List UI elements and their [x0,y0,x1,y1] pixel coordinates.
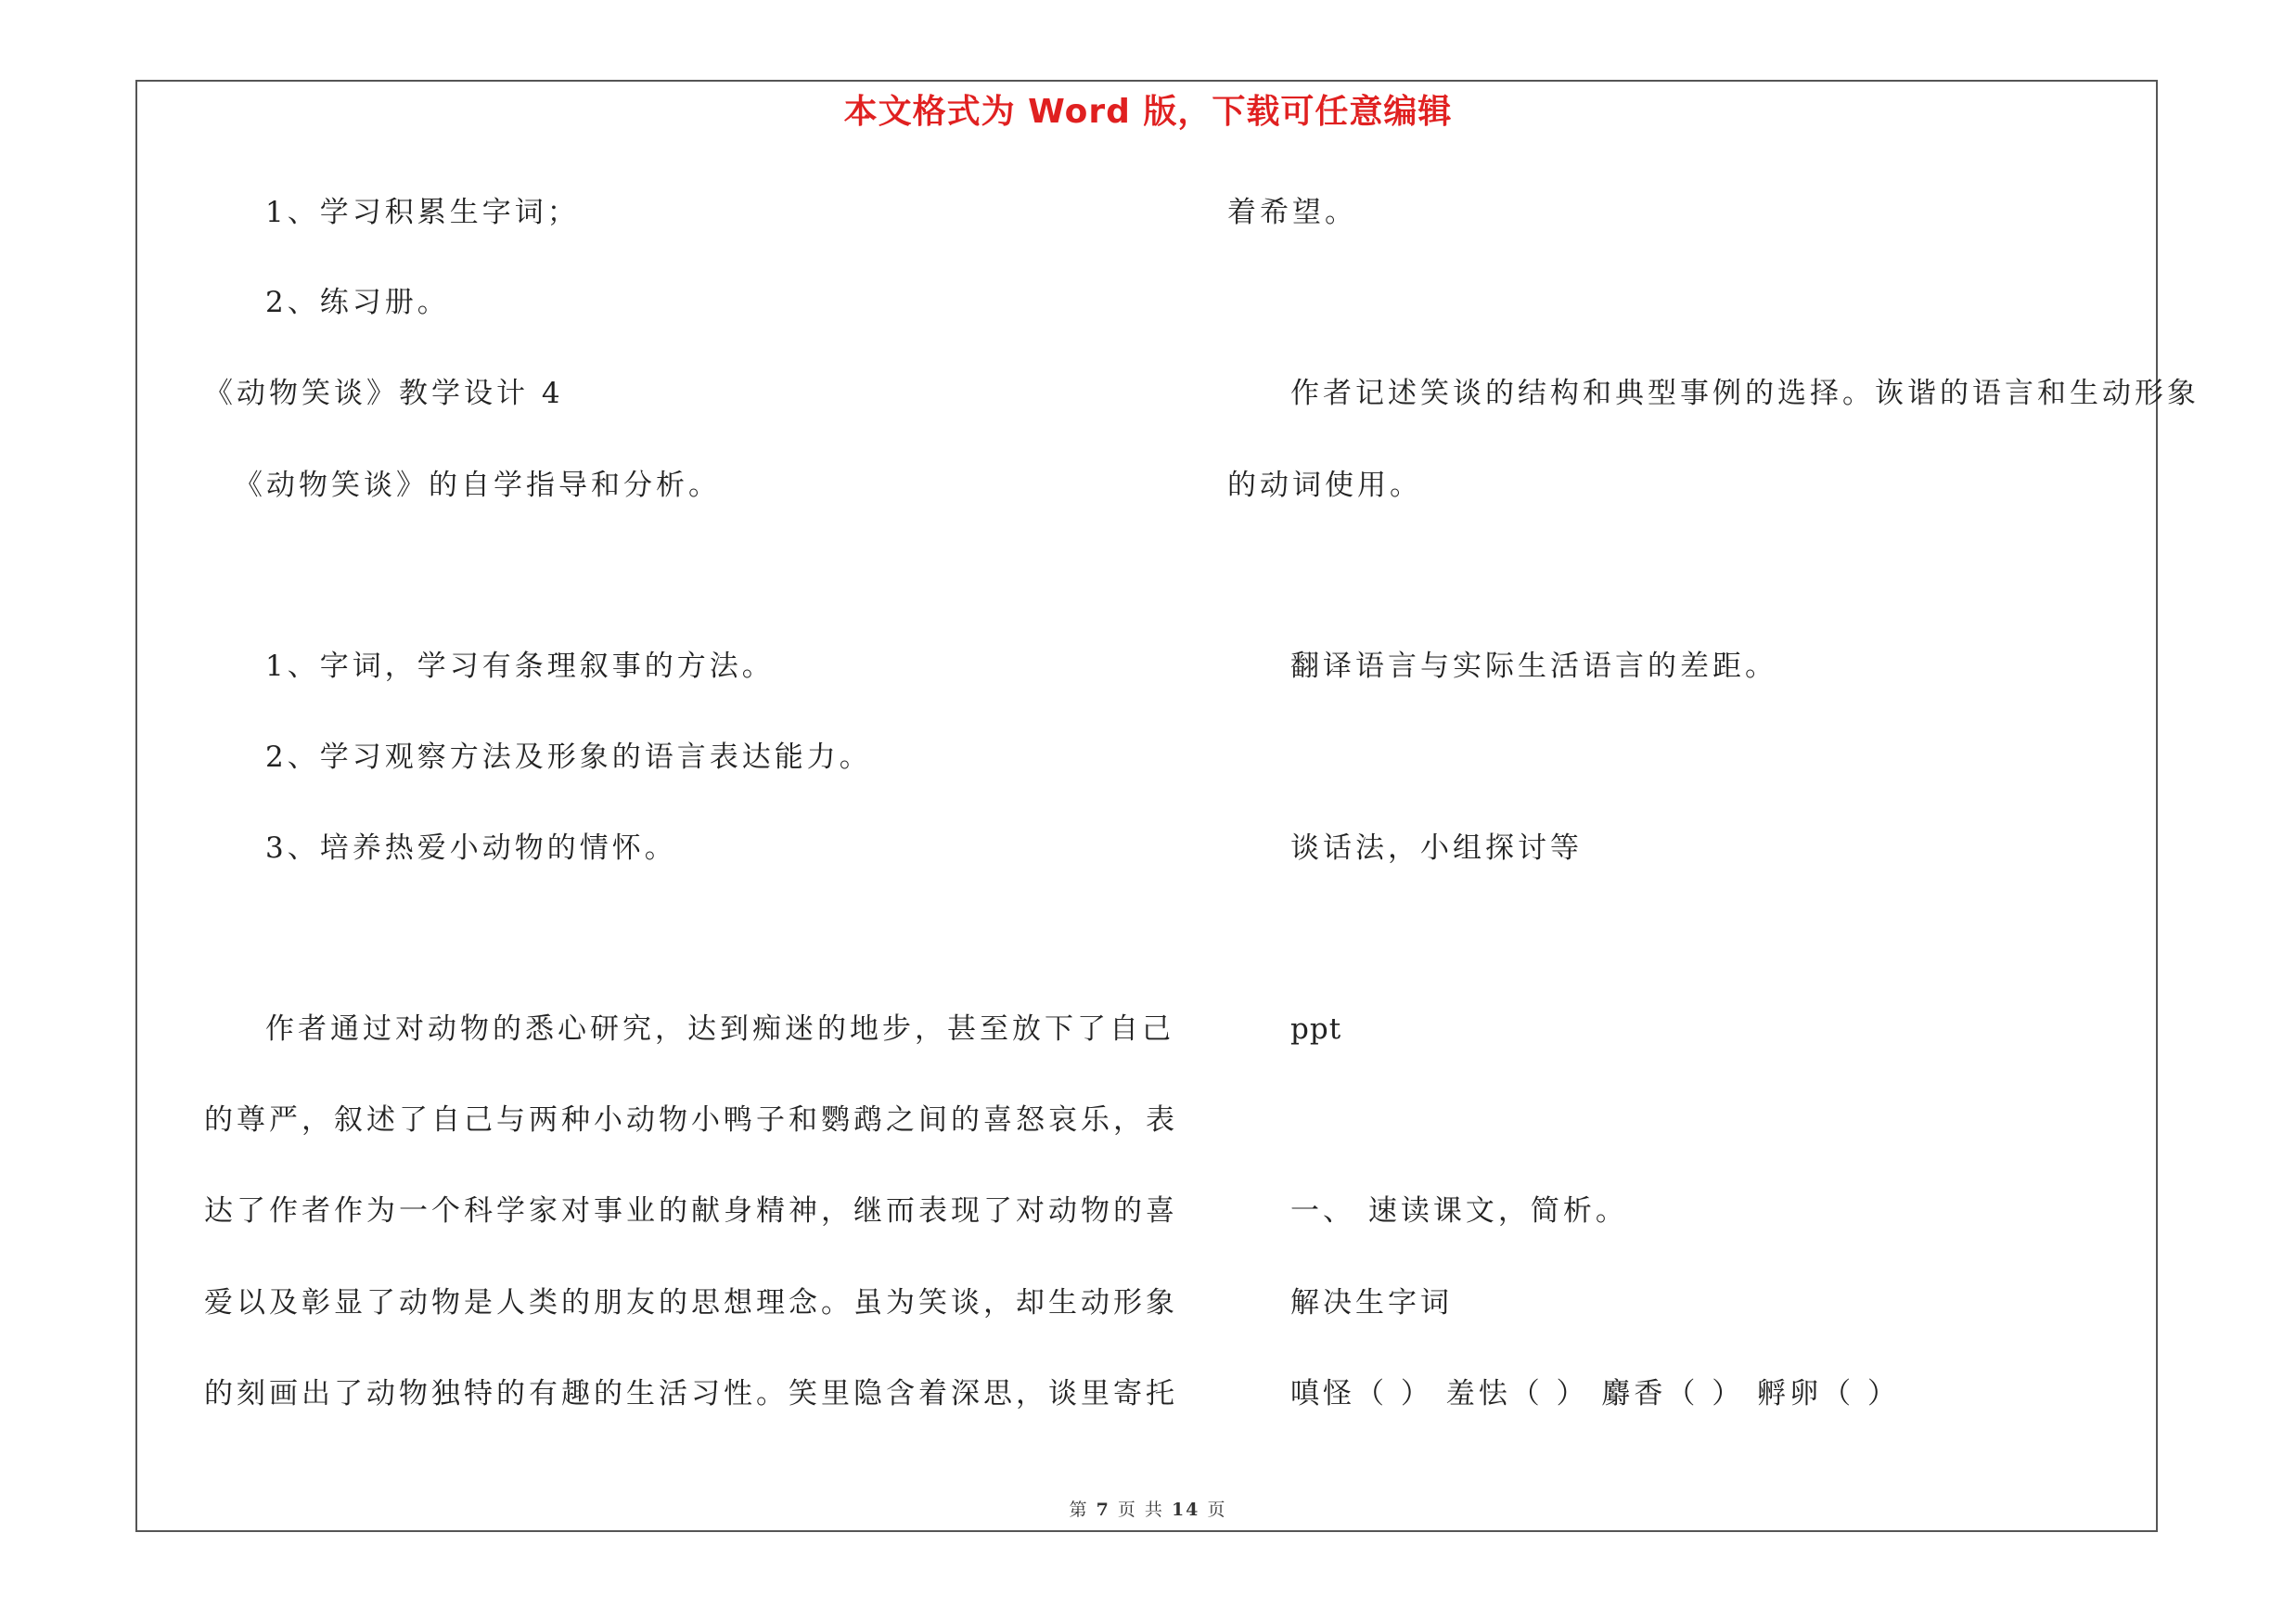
footer-total-pages: 14 [1171,1500,1200,1520]
word-format-banner: 本文格式为 Word 版，下载可任意编辑 [843,93,1453,131]
left-line-5: 1、字词，学习有条理叙事的方法。 [265,650,775,683]
right-line-1: 着希望。 [1227,196,1357,229]
footer-middle: 页 共 [1117,1500,1164,1520]
right-line-7: 一、 速读课文，简析。 [1290,1194,1628,1228]
page-footer [0,1496,2296,1521]
left-line-6: 2、学习观察方法及形象的语言表达能力。 [265,741,872,774]
right-line-2: 作者记述笑谈的结构和典型事例的选择。诙谐的语言和生动形象 [1290,377,2200,410]
left-line-2: 2、练习册。 [265,286,450,319]
left-paragraph-line-1: 作者通过对动物的悉心研究，达到痴迷的地步，甚至放下了自己 [265,1012,1174,1046]
left-paragraph-line-4: 爱以及彰显了动物是人类的朋友的思想理念。虽为笑谈，却生动形象 [204,1286,1178,1320]
left-paragraph-line-2: 的尊严，叙述了自己与两种小动物小鸭子和鹦鹉之间的喜怒哀乐，表 [204,1103,1178,1137]
left-line-4: 《动物笑谈》的自学指导和分析。 [234,469,721,502]
left-paragraph-line-3: 达了作者作为一个科学家对事业的献身精神，继而表现了对动物的喜 [204,1194,1178,1228]
vocab-blanks-line: 嗔怪（ ） 羞怯（ ） 麝香（ ） 孵卵（ ） [1290,1377,1900,1410]
footer-prefix: 第 [1069,1500,1089,1520]
right-line-3: 的动词使用。 [1227,469,1422,502]
right-line-5: 谈话法，小组探讨等 [1290,831,1583,865]
left-line-1: 1、学习积累生字词； [265,196,580,229]
left-paragraph-line-5: 的刻画出了动物独特的有趣的生活习性。笑里隐含着深思，谈里寄托 [204,1377,1178,1410]
right-line-4: 翻译语言与实际生活语言的差距。 [1290,650,1777,683]
footer-page-number: 7 [1096,1500,1110,1520]
left-line-7: 3、培养热爱小动物的情怀。 [265,831,677,865]
footer-suffix: 页 [1207,1500,1227,1520]
right-line-8: 解决生字词 [1290,1286,1453,1320]
right-line-ppt: ppt [1290,1012,1342,1046]
section-heading: 《动物笑谈》教学设计 4 [204,377,564,410]
